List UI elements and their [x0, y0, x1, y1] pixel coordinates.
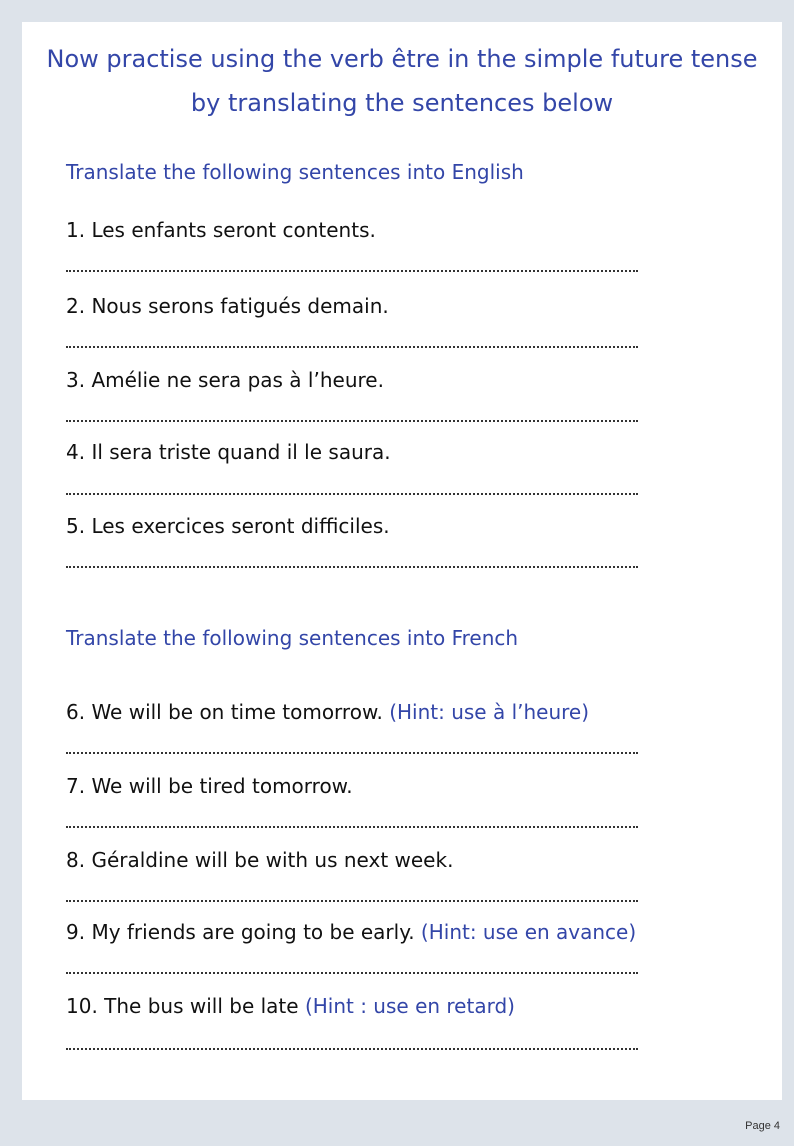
sentence-9 — [66, 920, 636, 944]
sentence-text: 8. Géraldine will be with us next week. — [66, 848, 454, 872]
worksheet-title-line-1: Now practise using the verb être in the simple future tense — [46, 45, 758, 73]
answer-line-10[interactable] — [66, 1048, 638, 1050]
answer-line-1[interactable] — [66, 270, 638, 272]
sentence-7 — [66, 774, 353, 798]
answer-line-6[interactable] — [66, 752, 638, 754]
sentence-text: 1. Les enfants seront contents. — [66, 218, 376, 242]
answer-line-7[interactable] — [66, 826, 638, 828]
section-heading-french: Translate the following sentences into French — [66, 626, 519, 650]
sentence-text: 2. Nous serons fatigués demain. — [66, 294, 389, 318]
sentence-6 — [66, 700, 589, 724]
answer-line-4[interactable] — [66, 493, 638, 495]
sentence-1 — [66, 218, 376, 242]
hint-text: (Hint: use en avance) — [420, 920, 637, 944]
sentence-2 — [66, 294, 389, 318]
sentence-4 — [66, 440, 391, 464]
sentence-10 — [66, 994, 515, 1018]
sentence-text: 7. We will be tired tomorrow. — [66, 774, 353, 798]
sentence-text: 5. Les exercices seront difficiles. — [66, 514, 390, 538]
sentence-text: 10. The bus will be late — [66, 994, 299, 1018]
sentence-text: 9. My friends are going to be early. — [66, 920, 415, 944]
answer-line-9[interactable] — [66, 972, 638, 974]
answer-line-2[interactable] — [66, 346, 638, 348]
section-heading-english: Translate the following sentences into English — [66, 160, 524, 184]
worksheet-page — [22, 22, 782, 1100]
answer-line-8[interactable] — [66, 900, 638, 902]
worksheet-title-line-2: by translating the sentences below — [190, 89, 614, 117]
sentence-8 — [66, 848, 453, 872]
sentence-3 — [66, 368, 384, 392]
hint-text: (Hint: use à l’heure) — [389, 700, 590, 724]
sentence-text: 6. We will be on time tomorrow. — [66, 700, 383, 724]
answer-line-5[interactable] — [66, 566, 638, 568]
hint-text: (Hint : use en retard) — [304, 994, 515, 1018]
page-number: Page 4 — [745, 1120, 780, 1132]
sentence-text: 4. Il sera triste quand il le saura. — [66, 440, 391, 464]
sentence-5 — [66, 514, 390, 538]
sentence-text: 3. Amélie ne sera pas à l’heure. — [66, 368, 384, 392]
answer-line-3[interactable] — [66, 420, 638, 422]
